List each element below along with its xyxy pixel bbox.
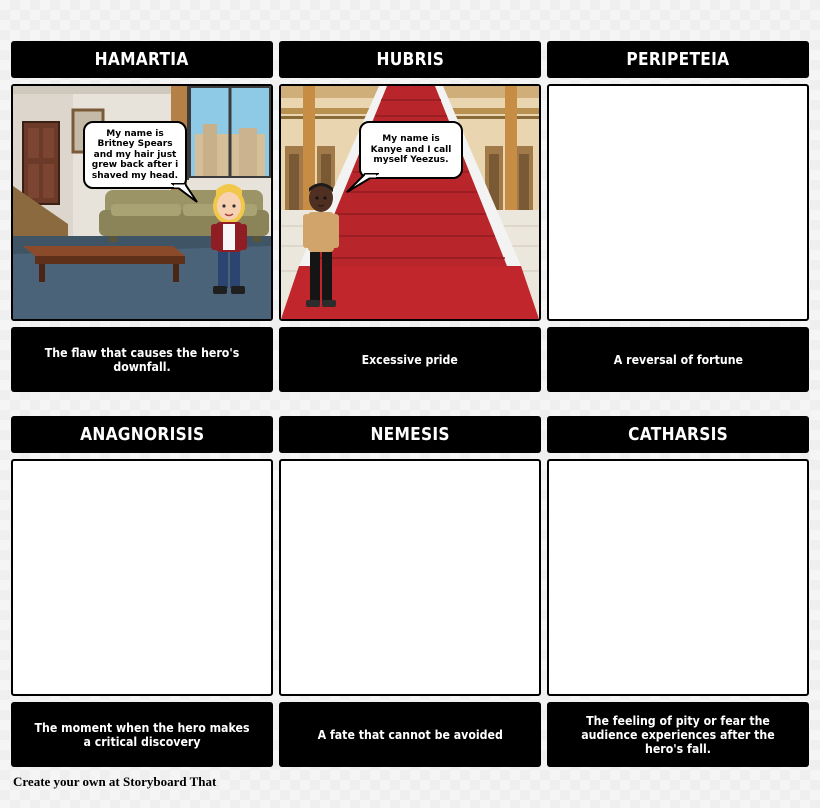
speech-bubble-kanye xyxy=(359,121,463,179)
storyboard-cell-anagnorisis xyxy=(11,416,273,767)
cell-title: CATHARSIS xyxy=(547,416,809,453)
cell-description: A fate that cannot be avoided xyxy=(279,702,541,767)
storyboard-cell-nemesis xyxy=(279,416,541,767)
cell-title: PERIPETEIA xyxy=(547,41,809,78)
cell-description: The feeling of pity or fear the audience experiences after the hero's fall. xyxy=(547,702,809,767)
cell-title: HUBRIS xyxy=(279,41,541,78)
cell-description: A reversal of fortune xyxy=(547,327,809,392)
cell-title: HAMARTIA xyxy=(11,41,273,78)
scene-panel-staircase[interactable] xyxy=(279,84,541,321)
empty-scene-panel[interactable] xyxy=(547,459,809,696)
storyboard-cell-hubris xyxy=(279,41,541,392)
speech-text: My name is Britney Spears and my hair just grew back after i shaved my head. xyxy=(91,128,179,181)
empty-scene-panel[interactable] xyxy=(11,459,273,696)
storyboard-cell-peripeteia xyxy=(547,41,809,392)
cell-description: Excessive pride xyxy=(279,327,541,392)
cell-description: The moment when the hero makes a critical discovery xyxy=(11,702,273,767)
cell-description: The flaw that causes the hero's downfall. xyxy=(11,327,273,392)
speech-bubble-britney xyxy=(83,121,187,189)
empty-scene-panel[interactable] xyxy=(279,459,541,696)
scene-panel-living-room[interactable] xyxy=(11,84,273,321)
speech-text: My name is Kanye and I call myself Yeezus. xyxy=(370,134,452,166)
speech-bubble-tail xyxy=(345,172,379,194)
cell-title: ANAGNORISIS xyxy=(11,416,273,453)
storyboard-cell-hamartia xyxy=(11,41,273,392)
storyboard-cell-catharsis xyxy=(547,416,809,767)
speech-bubble-tail xyxy=(171,182,201,204)
cell-title: NEMESIS xyxy=(279,416,541,453)
storyboard-that-credit-link[interactable]: Create your own at Storyboard That xyxy=(13,774,217,789)
empty-scene-panel[interactable] xyxy=(547,84,809,321)
